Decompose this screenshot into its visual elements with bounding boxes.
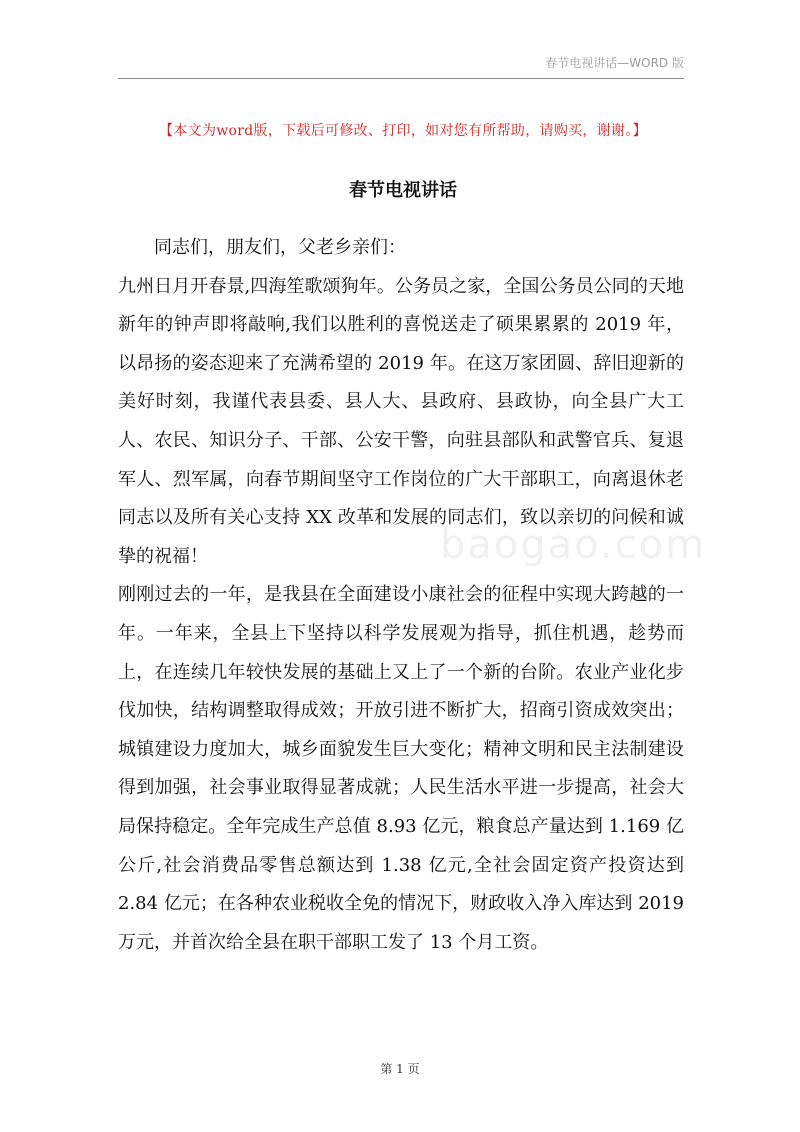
body-paragraph: 九州日月开春景,四海笙歌颂狗年。公务员之家，全国公务员公同的天地新年的钟声即将敲响,我们以胜利的喜悦送走了硕果累累的 2019 年，以昂扬的姿态迎来了充满希望的 2019 年。在这万家团圆、辞旧迎新的美好时刻，我谨代表县委、县人大、县政府、县政协，向全县广大工人、农民、知识分子、干部、公安干警，向驻县部队和武警官兵、复退军人、烈军属，向春节期间坚守工作岗位的广大干部职工，向离退休老同志以及所有关心支持 XX 改革和发展的同志们，致以亲切的问候和诚挚的祝福！ — [118, 275, 684, 567]
body-paragraph: 刚刚过去的一年，是我县在全面建设小康社会的征程中实现大跨越的一年。一年来，全县上下坚持以科学发展观为指导，抓住机遇，趁势而上，在连续几年较快发展的基础上又上了一个新的台阶。农业产业化步伐加快，结构调整取得成效；开放引进不断扩大，招商引资成效突出；城镇建设力度加大，城乡面貌发生巨大变化；精神文明和民主法制建设得到加强，社会事业取得显著成就；人民生活水平进一步提高，社会大局保持稳定。全年完成生产总值 8.93 亿元，粮食总产量达到 1.169 亿公斤,社会消费品零售总额达到 1.38 亿元,全社会固定资产投资达到 2.84 亿元；在各种农业税收全免的情况下，财政收入净入库达到 2019 万元，并首次给全县在职干部职工发了 13 个月工资。 — [118, 584, 684, 953]
page-number: 第 1 页 — [380, 1062, 420, 1076]
header-title: 春节电视讲话—WORD 版 — [545, 56, 684, 70]
watermark: baogao.com — [440, 522, 707, 568]
document-body — [118, 229, 684, 962]
purchase-notice: 【本文为word版，下载后可修改、打印，如对您有所帮助，请购买，谢谢。】 — [159, 123, 647, 139]
document-title: 春节电视讲话 — [349, 180, 457, 201]
page-header — [118, 50, 684, 79]
greeting-paragraph: 同志们，朋友们，父老乡亲们： — [154, 237, 406, 258]
